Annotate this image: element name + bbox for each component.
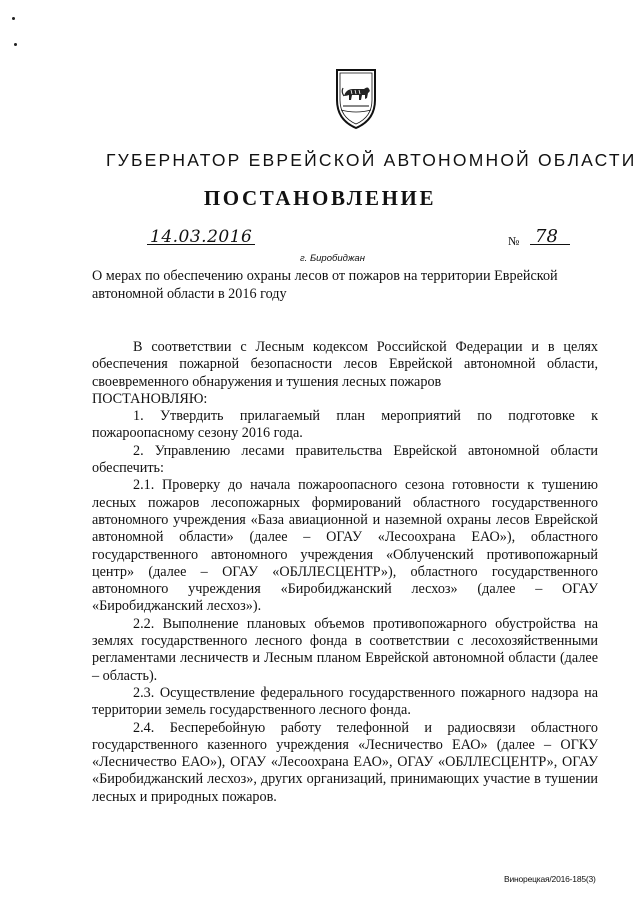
paragraph-2-4: 2.4. Бесперебойную работу телефонной и радиосвязи областного государственного казенного учреждения «Лесничество ЕАО» (далее – ОГКУ «Лесничество ЕАО»), ОГАУ «Лесоохрана ЕАО», ОГАУ «ОБЛЛЕСЦЕНТР», ОГАУ «Биробиджанский лесхоз», других организаций, принимающих участие в тушении лесных и природных пожаров.	[92, 719, 598, 805]
number-underline	[530, 244, 570, 245]
document-number: 78	[535, 226, 558, 247]
date-underline	[147, 244, 255, 245]
document-subject: О мерах по обеспечению охраны лесов от пожаров на территории Еврейской автономной области в 2016 году	[92, 268, 558, 302]
authority-title: ГУБЕРНАТОР ЕВРЕЙСКОЙ АВТОНОМНОЙ ОБЛАСТИ	[106, 150, 637, 170]
city-label: г. Биробиджан	[300, 253, 365, 264]
scan-speck	[14, 43, 17, 46]
paragraph-2-2: 2.2. Выполнение плановых объемов противопожарного обустройства на землях государственного лесного фонда в соответствии с лесохозяйственными регламентами лесничеств и Лесным планом Еврейской автономной области (далее – область).	[92, 615, 598, 684]
document-type: ПОСТАНОВЛЕНИЕ	[203, 186, 437, 210]
document-date: 14.03.2016	[150, 227, 253, 247]
scan-speck	[12, 17, 15, 20]
intro-paragraph: В соответствии с Лесным кодексом Российской Федерации и в целях обеспечения пожарной безопасности лесов Еврейской автономной области, своевременного обнаружения и тушения лесных пожаров	[92, 339, 598, 390]
paragraph-1: 1. Утвердить прилагаемый план мероприятий по подготовке к пожароопасному сезону 2016 года.	[92, 408, 598, 442]
footer-reference: Винорецкая/2016-185(3)	[504, 874, 596, 884]
paragraph-2-1: 2.1. Проверку до начала пожароопасного сезона готовности к тушению лесных пожаров лесопожарных формирований областного государственного автономного учреждения «База авиационной и наземной охраны лесов Еврейской автономной области» (далее – ОГАУ «Лесоохрана ЕАО»), областного государственного автономного учреждения «Облученский противопожарный центр» (далее – ОГАУ «ОБЛЛЕСЦЕНТР»), областного государственного автономного учреждения «Биробиджанский лесхоз» (далее – ОГАУ «Биробиджанский лесхоз»).	[92, 477, 598, 615]
number-sign: №	[508, 234, 520, 248]
document-body	[92, 339, 598, 806]
paragraph-2: 2. Управлению лесами правительства Еврейской автономной области обеспечить:	[92, 442, 598, 477]
coat-of-arms-icon	[331, 62, 381, 132]
paragraph-2-3: 2.3. Осуществление федерального государственного пожарного надзора на территории земель государственного лесного фонда.	[92, 684, 598, 719]
resolve-heading: ПОСТАНОВЛЯЮ:	[92, 390, 208, 407]
